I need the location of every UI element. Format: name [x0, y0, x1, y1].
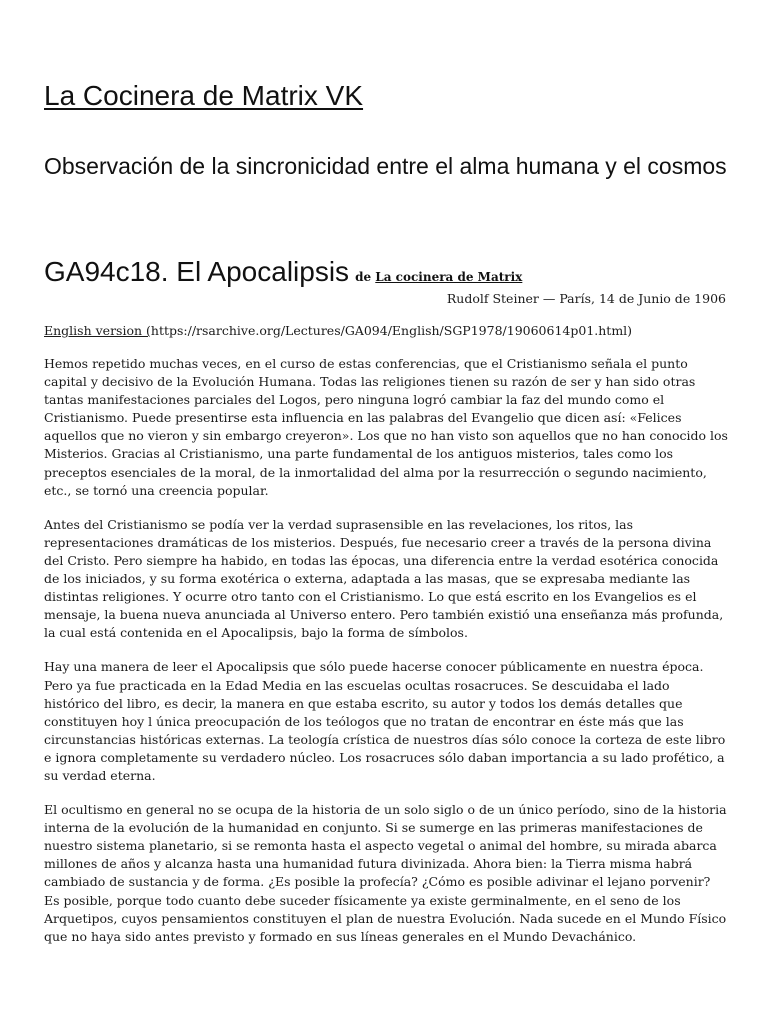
site-title-link[interactable]: La Cocinera de Matrix VK — [44, 80, 364, 111]
post-title: GA94c18. El Apocalipsis — [44, 256, 350, 287]
paragraph: El ocultismo en general no se ocupa de la historia de un solo siglo o de un único período, sino de la historia interna de la evolución de la humanidad en conjunto. Si se sumerge en las primeras manifestaciones de nuestro sistema planetario, si se remonta hasta el aspecto vegetal o animal del hombre, su mirada abarca millones de años y alcanza hasta una humanidad futura divinizada. Ahora bien: la Tierra misma habrá cambiado de sustancia y de forma. ¿Es posible la profecía? ¿Cómo es posible adivinar el lejano porvenir? Es posible, porque todo cuanto debe suceder físicamente ya existe germinalmente, en el seno de los Arquetipos, cuyos pensamientos constituyen el plan de nuestra Evolución. Nada sucede en el Mundo Físico que no haya sido antes previsto y formado en sus líneas generales en el Mundo Devachánico. — [44, 802, 727, 944]
byline-prefix: de — [355, 270, 372, 284]
post-meta: Rudolf Steiner — París, 14 de Junio de 1906 — [446, 291, 726, 306]
english-version-close: ) — [627, 323, 633, 338]
byline — [355, 270, 522, 284]
paragraph: Hemos repetido muchas veces, en el curso de estas conferencias, que el Cristianismo señala el punto capital y decisivo de la Evolución Humana. Todas las religiones tienen su razón de ser y han sido otras tantas manifestaciones parciales del Logos, pero ninguna logró cambiar la faz del mundo como el Cristianismo. Puede presentirse esta influencia en las palabras del Evangelio que dicen así: «Felices aquellos que no vieron y sin embargo creyeron». Los que no han visto son aquellos que no han conocido los Misterios. Gracias al Cristianismo, una parte fundamental de los antiguos misterios, tales como los preceptos esenciales de la moral, de la inmortalidad del alma por la resurrección o segundo nacimiento, etc., se tornó una creencia popular. — [44, 356, 728, 498]
paragraph: Hay una manera de leer el Apocalipsis que sólo puede hacerse conocer públicamente en nuestra época. Pero ya fue practicada en la Edad Media en las escuelas ocultas rosacruces. Se descuidaba el lado histórico del libro, es decir, la manera en que estaba escrito, su autor y todos los demás detalles que constituyen hoy l única preocupación de los teólogos que no tratan de encontrar en éste más que las circunstancias históricas externas. La teología crística de nuestros días sólo conoce la corteza de este libro e ignora completamente su verdadero núcleo. Los rosacruces sólo daban importancia a su lado profético, a su verdad eterna. — [44, 659, 726, 783]
english-version-url[interactable]: https://rsarchive.org/Lectures/GA094/English/SGP1978/19060614p01.html — [150, 323, 628, 338]
article-body — [44, 355, 728, 962]
english-version-link[interactable]: English version ( — [44, 323, 151, 338]
site-subtitle: Observación de la sincronicidad entre el alma humana y el cosmos — [44, 153, 727, 179]
paragraph: Antes del Cristianismo se podía ver la verdad suprasensible en las revelaciones, los ritos, las representaciones dramáticas de los misterios. Después, fue necesario creer a través de la persona divina del Cristo. Pero siempre ha habido, en todas las épocas, una diferencia entre la verdad esotérica conocida de los iniciados, y su forma exotérica o externa, adaptada a las masas, que se expresaba mediante las distintas religiones. Y ocurre otro tanto con el Cristianismo. Lo que está escrito en los Evangelios es el mensaje, la buena nueva anunciada al Universo entero. Pero también existió una enseñanza más profunda, la cual está contenida en el Apocalipsis, bajo la forma de símbolos. — [44, 516, 724, 641]
english-version-line — [44, 322, 632, 340]
author-link[interactable]: La cocinera de Matrix — [375, 270, 523, 284]
post-title-row — [44, 254, 522, 290]
